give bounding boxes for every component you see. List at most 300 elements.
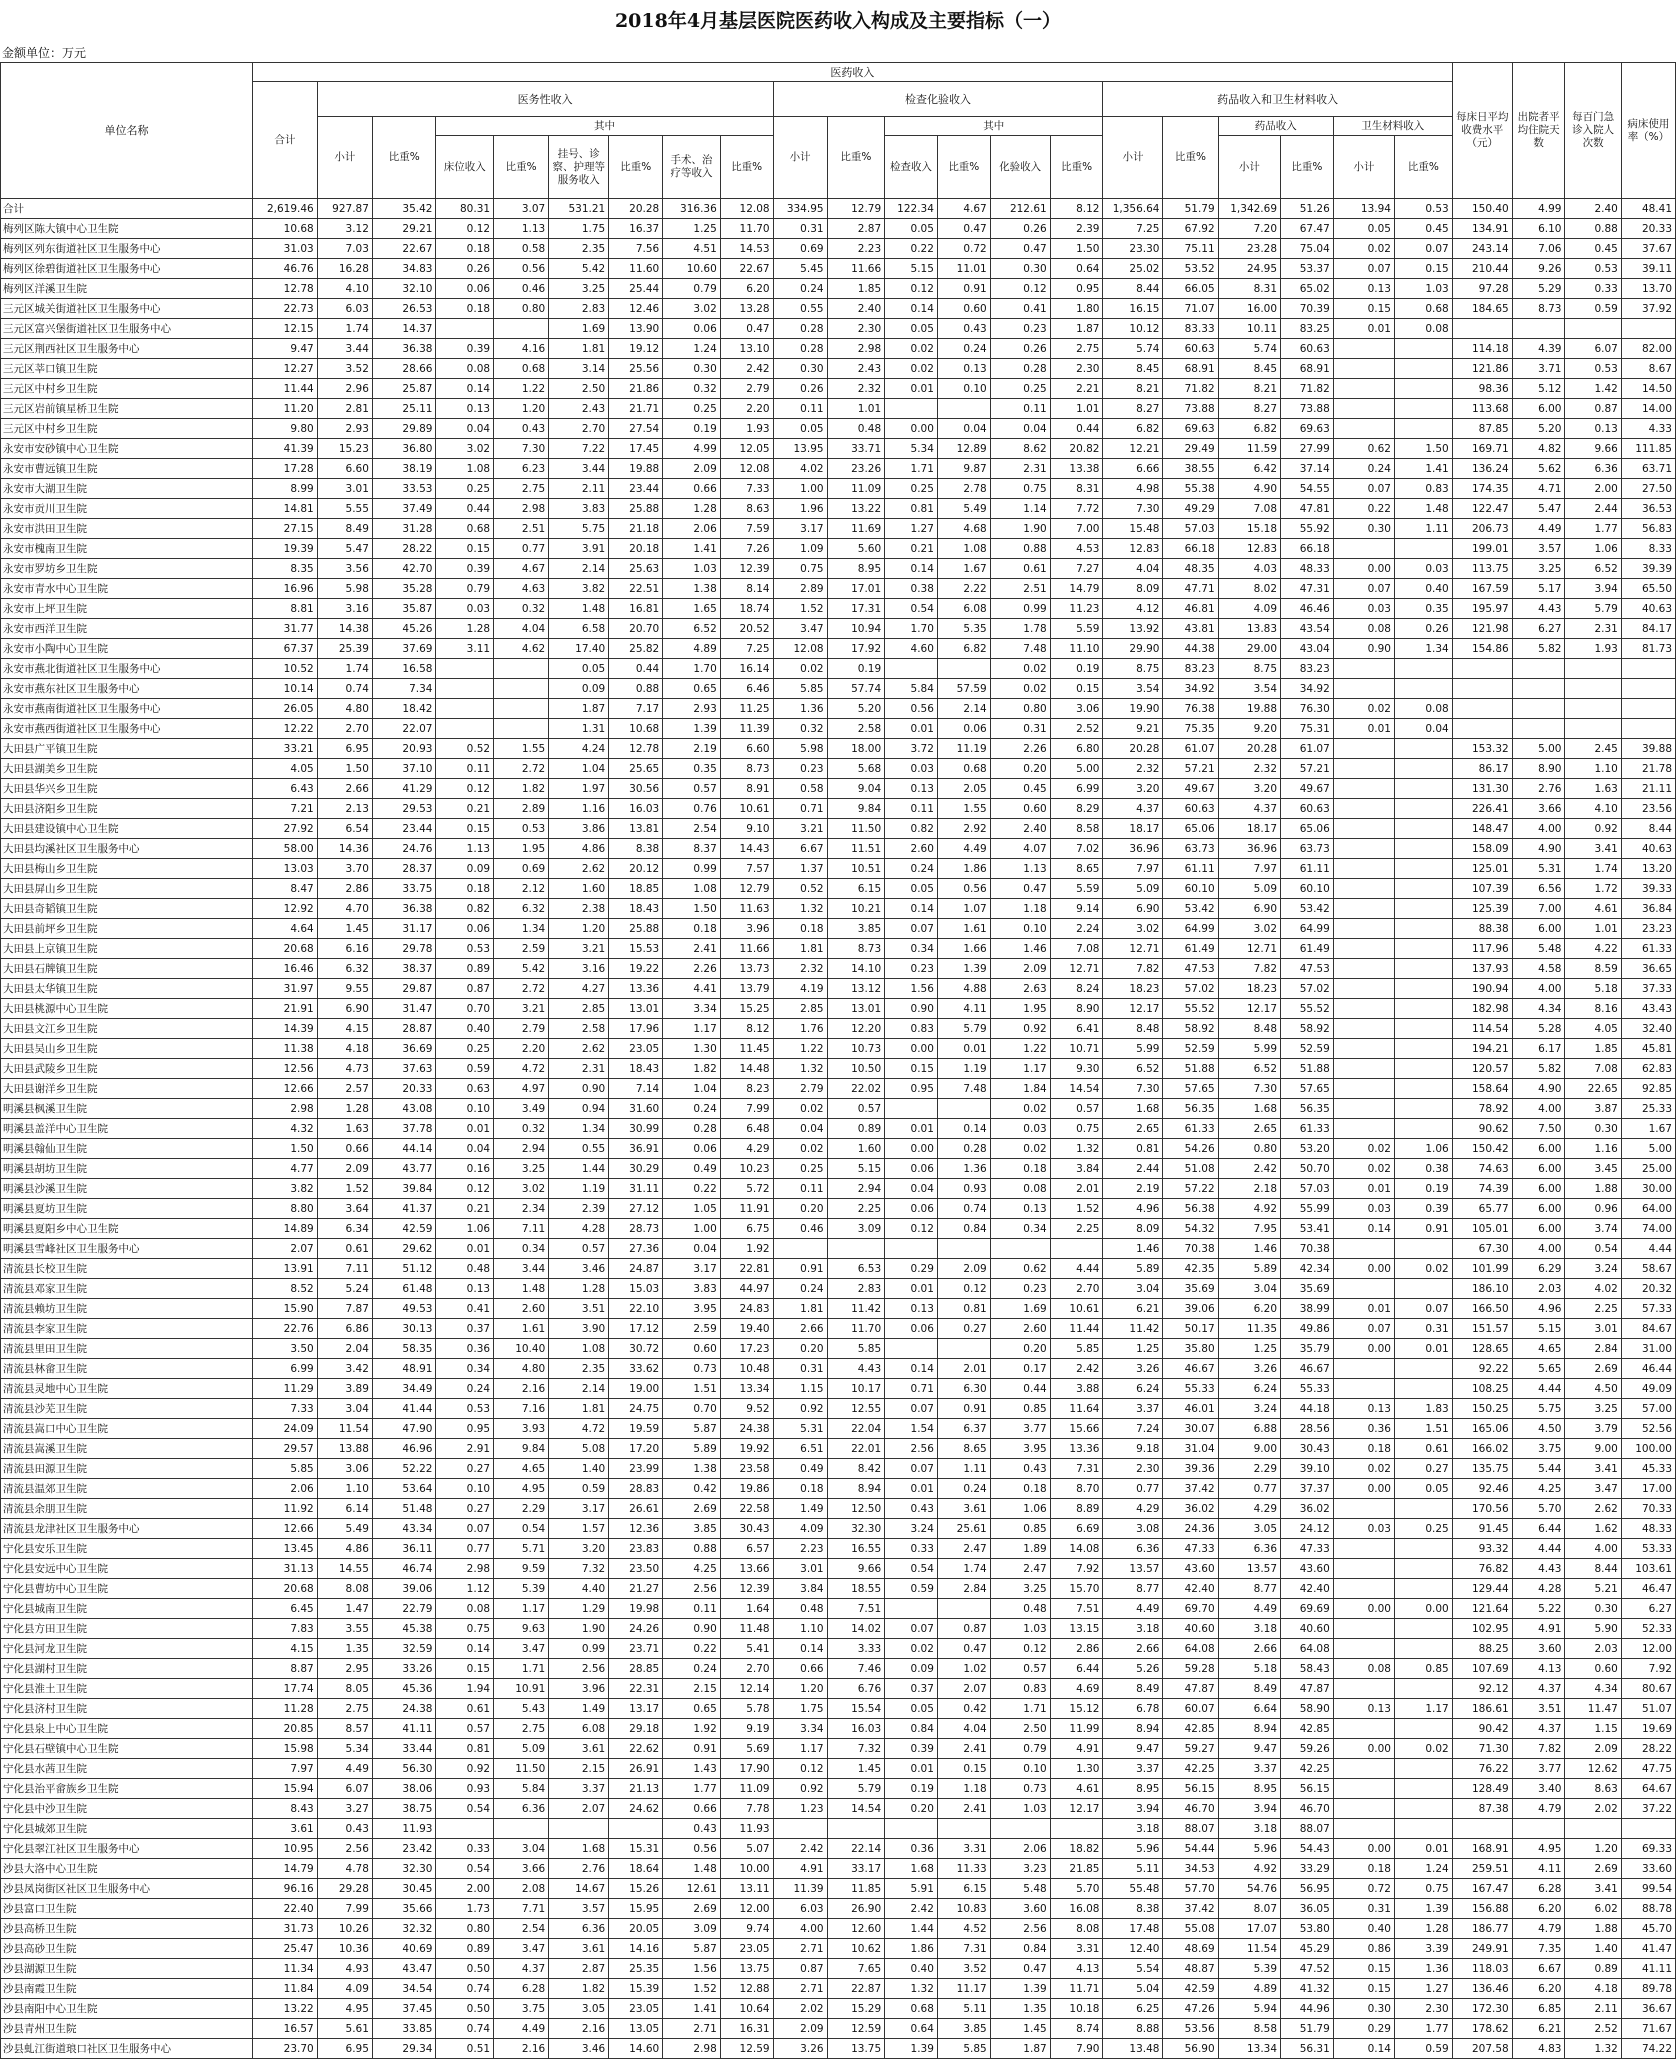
value-cell: 42.70 [372, 559, 436, 579]
value-cell: 13.38 [1050, 459, 1103, 479]
value-cell: 11.42 [827, 1299, 885, 1319]
value-cell: 2.42 [1050, 1359, 1103, 1379]
unit-name-cell: 沙县高桥卫生院 [1, 1919, 253, 1939]
value-cell: 0.20 [773, 1199, 827, 1219]
value-cell [1333, 939, 1394, 959]
unit-name-cell: 沙县湖源卫生院 [1, 1959, 253, 1979]
value-cell: 0.85 [990, 1399, 1050, 1419]
value-cell: 0.89 [827, 1119, 885, 1139]
value-cell: 0.00 [1333, 1739, 1394, 1759]
value-cell: 25.65 [609, 759, 663, 779]
value-cell: 0.00 [885, 419, 938, 439]
value-cell: 15.31 [609, 1839, 663, 1859]
value-cell [1512, 679, 1565, 699]
unit-name-cell: 宁化县水茜卫生院 [1, 1759, 253, 1779]
value-cell: 2.23 [773, 1539, 827, 1559]
value-cell: 7.27 [1050, 559, 1103, 579]
value-cell: 31.47 [372, 999, 436, 1019]
value-cell: 15.95 [609, 1899, 663, 1919]
value-cell: 1.16 [549, 799, 609, 819]
value-cell: 0.79 [663, 279, 721, 299]
value-cell: 0.21 [436, 799, 494, 819]
value-cell: 1.95 [494, 839, 549, 859]
value-cell: 1.17 [663, 1019, 721, 1039]
value-cell: 4.43 [1512, 1559, 1565, 1579]
value-cell: 69.69 [1281, 1599, 1334, 1619]
value-cell: 46.70 [1281, 1799, 1334, 1819]
value-cell: 11.50 [494, 1759, 549, 1779]
value-cell: 150.40 [1452, 199, 1512, 219]
value-cell: 1.38 [663, 1459, 721, 1479]
value-cell: 26.53 [372, 299, 436, 319]
value-cell: 40.60 [1281, 1619, 1334, 1639]
value-cell: 1.68 [1103, 1099, 1163, 1119]
value-cell: 37.10 [372, 759, 436, 779]
value-cell: 8.44 [1621, 819, 1675, 839]
value-cell: 0.41 [436, 1299, 494, 1319]
value-cell: 31.03 [252, 239, 317, 259]
value-cell: 13.12 [827, 979, 885, 999]
value-cell: 47.81 [1281, 499, 1334, 519]
value-cell: 3.90 [549, 1319, 609, 1339]
value-cell: 6.42 [1218, 459, 1280, 479]
value-cell: 5.68 [827, 759, 885, 779]
table-row [1, 619, 1676, 639]
value-cell: 84.17 [1621, 619, 1675, 639]
value-cell: 57.03 [1163, 519, 1218, 539]
value-cell: 1.82 [494, 779, 549, 799]
value-cell: 17.74 [252, 1679, 317, 1699]
value-cell: 8.09 [1103, 579, 1163, 599]
value-cell: 0.26 [990, 219, 1050, 239]
value-cell: 0.01 [937, 1039, 990, 1059]
value-cell: 42.59 [1163, 1979, 1218, 1999]
value-cell: 1.36 [773, 699, 827, 719]
value-cell: 0.56 [885, 699, 938, 719]
value-cell: 37.42 [1163, 1899, 1218, 1919]
value-cell: 2.65 [1103, 1119, 1163, 1139]
value-cell: 11.59 [1218, 439, 1280, 459]
value-cell [494, 1819, 549, 1839]
value-cell: 2.75 [1050, 339, 1103, 359]
value-cell: 2.76 [549, 1859, 609, 1879]
value-cell: 2.07 [549, 1799, 609, 1819]
value-cell: 0.02 [990, 1139, 1050, 1159]
value-cell: 23.23 [1621, 919, 1675, 939]
value-cell: 9.30 [1050, 1059, 1103, 1079]
value-cell: 3.84 [773, 1579, 827, 1599]
value-cell: 0.11 [990, 399, 1050, 419]
value-cell: 22.79 [372, 1599, 436, 1619]
value-cell: 11.28 [252, 1699, 317, 1719]
value-cell: 22.07 [372, 719, 436, 739]
value-cell: 1.41 [663, 1999, 721, 2019]
value-cell: 114.54 [1452, 1019, 1512, 1039]
value-cell: 18.42 [372, 699, 436, 719]
value-cell: 75.11 [1163, 239, 1218, 259]
value-cell: 0.59 [1565, 299, 1621, 319]
value-cell: 0.18 [436, 239, 494, 259]
value-cell: 63.73 [1281, 839, 1334, 859]
value-cell: 5.78 [720, 1699, 773, 1719]
value-cell: 0.59 [885, 1579, 938, 1599]
value-cell: 18.43 [609, 899, 663, 919]
value-cell: 3.95 [663, 1299, 721, 1319]
value-cell: 9.47 [1218, 1739, 1280, 1759]
value-cell: 11.66 [720, 939, 773, 959]
unit-name-cell: 永安市罗坊乡卫生院 [1, 559, 253, 579]
value-cell [1333, 1239, 1394, 1259]
value-cell: 0.15 [1050, 679, 1103, 699]
value-cell [1050, 1239, 1103, 1259]
value-cell: 0.75 [990, 479, 1050, 499]
value-cell: 3.50 [252, 1339, 317, 1359]
value-cell: 6.36 [1218, 1539, 1280, 1559]
value-cell: 4.07 [990, 839, 1050, 859]
value-cell: 0.70 [436, 999, 494, 1019]
header-daily-bed-fee: 每床日平均收费水平（元） [1452, 63, 1512, 199]
value-cell: 13.20 [1621, 859, 1675, 879]
header-exam: 检查收入 [885, 136, 938, 199]
value-cell: 1.30 [663, 1039, 721, 1059]
value-cell: 8.48 [1103, 1019, 1163, 1039]
value-cell: 0.08 [1394, 319, 1452, 339]
value-cell: 15.54 [827, 1699, 885, 1719]
value-cell: 0.04 [773, 1119, 827, 1139]
value-cell: 33.44 [372, 1739, 436, 1759]
value-cell: 23.44 [372, 819, 436, 839]
value-cell: 2.98 [494, 499, 549, 519]
value-cell: 1.22 [990, 1039, 1050, 1059]
value-cell [1394, 339, 1452, 359]
value-cell: 0.39 [436, 559, 494, 579]
value-cell: 1.20 [1565, 1839, 1621, 1859]
value-cell: 33.26 [372, 1659, 436, 1679]
value-cell: 8.23 [720, 1079, 773, 1099]
value-cell: 0.04 [937, 419, 990, 439]
value-cell: 0.54 [436, 1799, 494, 1819]
value-cell: 0.81 [937, 1299, 990, 1319]
value-cell: 12.78 [252, 279, 317, 299]
value-cell: 15.94 [252, 1779, 317, 1799]
value-cell: 3.55 [317, 1619, 372, 1639]
value-cell [1565, 699, 1621, 719]
value-cell: 20.18 [609, 539, 663, 559]
value-cell: 0.71 [773, 799, 827, 819]
value-cell: 4.34 [1512, 999, 1565, 1019]
value-cell: 0.54 [1565, 1239, 1621, 1259]
value-cell: 36.38 [372, 899, 436, 919]
value-cell: 4.65 [494, 1459, 549, 1479]
value-cell: 3.24 [885, 1519, 938, 1539]
value-cell: 25.56 [609, 359, 663, 379]
value-cell: 102.95 [1452, 1619, 1512, 1639]
value-cell: 3.16 [317, 599, 372, 619]
value-cell: 0.19 [1394, 1179, 1452, 1199]
value-cell: 66.18 [1163, 539, 1218, 559]
value-cell: 3.85 [937, 2019, 990, 2039]
value-cell: 51.07 [1621, 1699, 1675, 1719]
value-cell: 2.52 [1565, 2019, 1621, 2039]
value-cell: 5.21 [1565, 1579, 1621, 1599]
value-cell: 12.66 [252, 1079, 317, 1099]
value-cell: 0.00 [1333, 1839, 1394, 1859]
value-cell: 5.82 [1512, 1059, 1565, 1079]
value-cell: 5.09 [494, 1739, 549, 1759]
value-cell: 0.71 [885, 1379, 938, 1399]
value-cell: 2.18 [1218, 1179, 1280, 1199]
value-cell: 8.57 [317, 1719, 372, 1739]
header-bed-use: 病床使用率（%） [1621, 63, 1675, 199]
value-cell: 4.27 [549, 979, 609, 999]
value-cell: 50.17 [1163, 1319, 1218, 1339]
value-cell: 1.07 [937, 899, 990, 919]
unit-name-cell: 沙县富口卫生院 [1, 1899, 253, 1919]
value-cell: 0.34 [885, 939, 938, 959]
value-cell [1333, 1079, 1394, 1099]
value-cell: 2.22 [937, 579, 990, 599]
value-cell: 4.44 [1621, 1239, 1675, 1259]
value-cell: 13.70 [1621, 279, 1675, 299]
value-cell: 6.25 [1103, 1999, 1163, 2019]
value-cell: 0.39 [436, 339, 494, 359]
header-ratio: 比重% [372, 117, 436, 199]
value-cell: 0.00 [1333, 1479, 1394, 1499]
value-cell: 5.98 [317, 579, 372, 599]
value-cell: 5.00 [1621, 1139, 1675, 1159]
unit-name-cell: 梅列区陈大镇中心卫生院 [1, 219, 253, 239]
value-cell: 6.32 [317, 959, 372, 979]
value-cell: 8.44 [1103, 279, 1163, 299]
value-cell: 0.88 [663, 1539, 721, 1559]
value-cell: 4.64 [252, 919, 317, 939]
value-cell: 0.10 [990, 1759, 1050, 1779]
table-row [1, 539, 1676, 559]
value-cell: 64.67 [1621, 1779, 1675, 1799]
value-cell: 20.85 [252, 1719, 317, 1739]
value-cell: 0.30 [663, 359, 721, 379]
value-cell [827, 1819, 885, 1839]
value-cell: 207.58 [1452, 2039, 1512, 2059]
table-row [1, 1459, 1676, 1479]
value-cell: 5.99 [1103, 1039, 1163, 1059]
value-cell: 3.20 [1103, 779, 1163, 799]
value-cell: 4.86 [549, 839, 609, 859]
value-cell: 1.52 [773, 599, 827, 619]
value-cell: 18.17 [1103, 819, 1163, 839]
value-cell: 3.17 [663, 1259, 721, 1279]
value-cell: 2.69 [1565, 1359, 1621, 1379]
value-cell: 13.91 [252, 1259, 317, 1279]
value-cell: 0.09 [549, 679, 609, 699]
value-cell: 3.20 [1218, 779, 1280, 799]
value-cell: 0.83 [990, 1679, 1050, 1699]
value-cell: 0.11 [436, 759, 494, 779]
value-cell: 13.83 [1218, 619, 1280, 639]
value-cell: 18.43 [609, 1059, 663, 1079]
value-cell: 107.39 [1452, 879, 1512, 899]
value-cell: 12.59 [827, 2019, 885, 2039]
value-cell: 37.49 [372, 499, 436, 519]
value-cell: 5.31 [773, 1419, 827, 1439]
unit-name-cell: 清流县李家卫生院 [1, 1319, 253, 1339]
value-cell: 0.74 [436, 1979, 494, 1999]
value-cell: 8.09 [1103, 1219, 1163, 1239]
value-cell: 60.63 [1163, 799, 1218, 819]
value-cell [1050, 1819, 1103, 1839]
value-cell: 36.96 [1218, 839, 1280, 859]
value-cell: 5.15 [827, 1159, 885, 1179]
value-cell: 10.14 [252, 679, 317, 699]
value-cell: 5.94 [1218, 1999, 1280, 2019]
value-cell: 30.13 [372, 1319, 436, 1339]
value-cell: 22.51 [609, 579, 663, 599]
value-cell: 15.26 [609, 1879, 663, 1899]
value-cell: 8.33 [1621, 539, 1675, 559]
value-cell: 36.65 [1621, 959, 1675, 979]
value-cell: 27.36 [609, 1239, 663, 1259]
value-cell: 13.10 [720, 339, 773, 359]
value-cell: 55.38 [1163, 479, 1218, 499]
value-cell: 8.35 [252, 559, 317, 579]
value-cell: 22.58 [720, 1499, 773, 1519]
value-cell: 51.08 [1163, 1159, 1218, 1179]
value-cell: 89.78 [1621, 1979, 1675, 1999]
value-cell: 7.08 [1050, 939, 1103, 959]
value-cell: 6.07 [317, 1779, 372, 1799]
value-cell: 54.26 [1163, 1139, 1218, 1159]
value-cell: 60.07 [1163, 1699, 1218, 1719]
value-cell: 20.28 [1218, 739, 1280, 759]
value-cell: 0.31 [990, 719, 1050, 739]
value-cell: 86.17 [1452, 759, 1512, 779]
value-cell: 9.26 [1512, 259, 1565, 279]
value-cell: 5.49 [317, 1519, 372, 1539]
value-cell: 6.00 [1512, 1219, 1565, 1239]
value-cell: 0.45 [1565, 239, 1621, 259]
value-cell: 51.79 [1281, 2019, 1334, 2039]
value-cell: 31.04 [1163, 1439, 1218, 1459]
value-cell: 3.64 [317, 1199, 372, 1219]
value-cell: 0.12 [990, 279, 1050, 299]
value-cell: 0.55 [549, 1139, 609, 1159]
value-cell: 30.99 [609, 1119, 663, 1139]
value-cell: 0.08 [1333, 619, 1394, 639]
value-cell: 0.53 [1394, 199, 1452, 219]
value-cell: 4.50 [1565, 1379, 1621, 1399]
value-cell: 0.44 [990, 1379, 1050, 1399]
value-cell: 0.85 [990, 1519, 1050, 1539]
value-cell: 4.98 [1103, 479, 1163, 499]
value-cell: 32.32 [372, 1919, 436, 1939]
value-cell: 0.22 [1333, 499, 1394, 519]
value-cell: 6.52 [1103, 1059, 1163, 1079]
value-cell: 0.08 [436, 1599, 494, 1619]
value-cell: 2.70 [317, 719, 372, 739]
value-cell: 0.61 [1394, 1439, 1452, 1459]
value-cell: 73.88 [1281, 399, 1334, 419]
value-cell: 56.31 [1281, 2039, 1334, 2059]
table-row [1, 1819, 1676, 1839]
value-cell: 12.88 [720, 1979, 773, 1999]
value-cell: 7.90 [1050, 2039, 1103, 2059]
value-cell: 45.70 [1621, 1919, 1675, 1939]
value-cell [1333, 1039, 1394, 1059]
value-cell: 18.55 [827, 1579, 885, 1599]
value-cell: 11.91 [720, 1199, 773, 1219]
value-cell: 9.80 [252, 419, 317, 439]
value-cell: 1.03 [663, 559, 721, 579]
value-cell: 0.35 [663, 759, 721, 779]
value-cell: 16.15 [1103, 299, 1163, 319]
value-cell: 5.79 [1565, 599, 1621, 619]
value-cell: 8.16 [1565, 999, 1621, 1019]
value-cell: 210.44 [1452, 259, 1512, 279]
value-cell: 4.88 [937, 979, 990, 999]
value-cell: 1.41 [663, 539, 721, 559]
table-row [1, 739, 1676, 759]
value-cell: 62.83 [1621, 1059, 1675, 1079]
value-cell: 4.58 [1512, 959, 1565, 979]
value-cell: 26.90 [827, 1899, 885, 1919]
value-cell: 29.89 [372, 419, 436, 439]
value-cell: 36.91 [609, 1139, 663, 1159]
value-cell: 5.43 [494, 1699, 549, 1719]
value-cell: 47.71 [1163, 579, 1218, 599]
value-cell: 8.75 [1103, 659, 1163, 679]
value-cell: 31.11 [609, 1179, 663, 1199]
value-cell: 11.23 [1050, 599, 1103, 619]
value-cell: 134.91 [1452, 219, 1512, 239]
value-cell: 0.79 [990, 1739, 1050, 1759]
value-cell: 59.26 [1281, 1739, 1334, 1759]
value-cell: 8.73 [720, 759, 773, 779]
value-cell [436, 659, 494, 679]
value-cell: 23.50 [609, 1559, 663, 1579]
value-cell: 3.26 [773, 2039, 827, 2059]
value-cell: 46.67 [1163, 1359, 1218, 1379]
value-cell: 0.21 [885, 539, 938, 559]
value-cell: 74.63 [1452, 1159, 1512, 1179]
value-cell: 1.93 [1565, 639, 1621, 659]
value-cell: 0.01 [1333, 1179, 1394, 1199]
value-cell: 88.25 [1452, 1639, 1512, 1659]
value-cell: 1.15 [1565, 1719, 1621, 1739]
value-cell: 39.36 [1163, 1459, 1218, 1479]
table-row [1, 1719, 1676, 1739]
value-cell: 190.94 [1452, 979, 1512, 999]
value-cell: 0.18 [773, 1479, 827, 1499]
value-cell: 3.54 [1103, 679, 1163, 699]
value-cell: 12.79 [827, 199, 885, 219]
value-cell: 243.14 [1452, 239, 1512, 259]
value-cell: 2.03 [1565, 1639, 1621, 1659]
value-cell: 8.95 [1218, 1779, 1280, 1799]
value-cell: 47.53 [1281, 959, 1334, 979]
unit-name-cell: 大田县屏山乡卫生院 [1, 879, 253, 899]
value-cell: 2.66 [773, 1319, 827, 1339]
value-cell: 9.59 [494, 1559, 549, 1579]
value-cell: 0.15 [885, 1059, 938, 1079]
value-cell: 2.71 [663, 2019, 721, 2039]
value-cell: 1.63 [1565, 779, 1621, 799]
value-cell: 3.04 [317, 1399, 372, 1419]
value-cell: 0.84 [990, 1939, 1050, 1959]
value-cell: 51.88 [1281, 1059, 1334, 1079]
value-cell: 14.55 [317, 1559, 372, 1579]
value-cell: 57.74 [827, 679, 885, 699]
value-cell: 46.70 [1163, 1799, 1218, 1819]
